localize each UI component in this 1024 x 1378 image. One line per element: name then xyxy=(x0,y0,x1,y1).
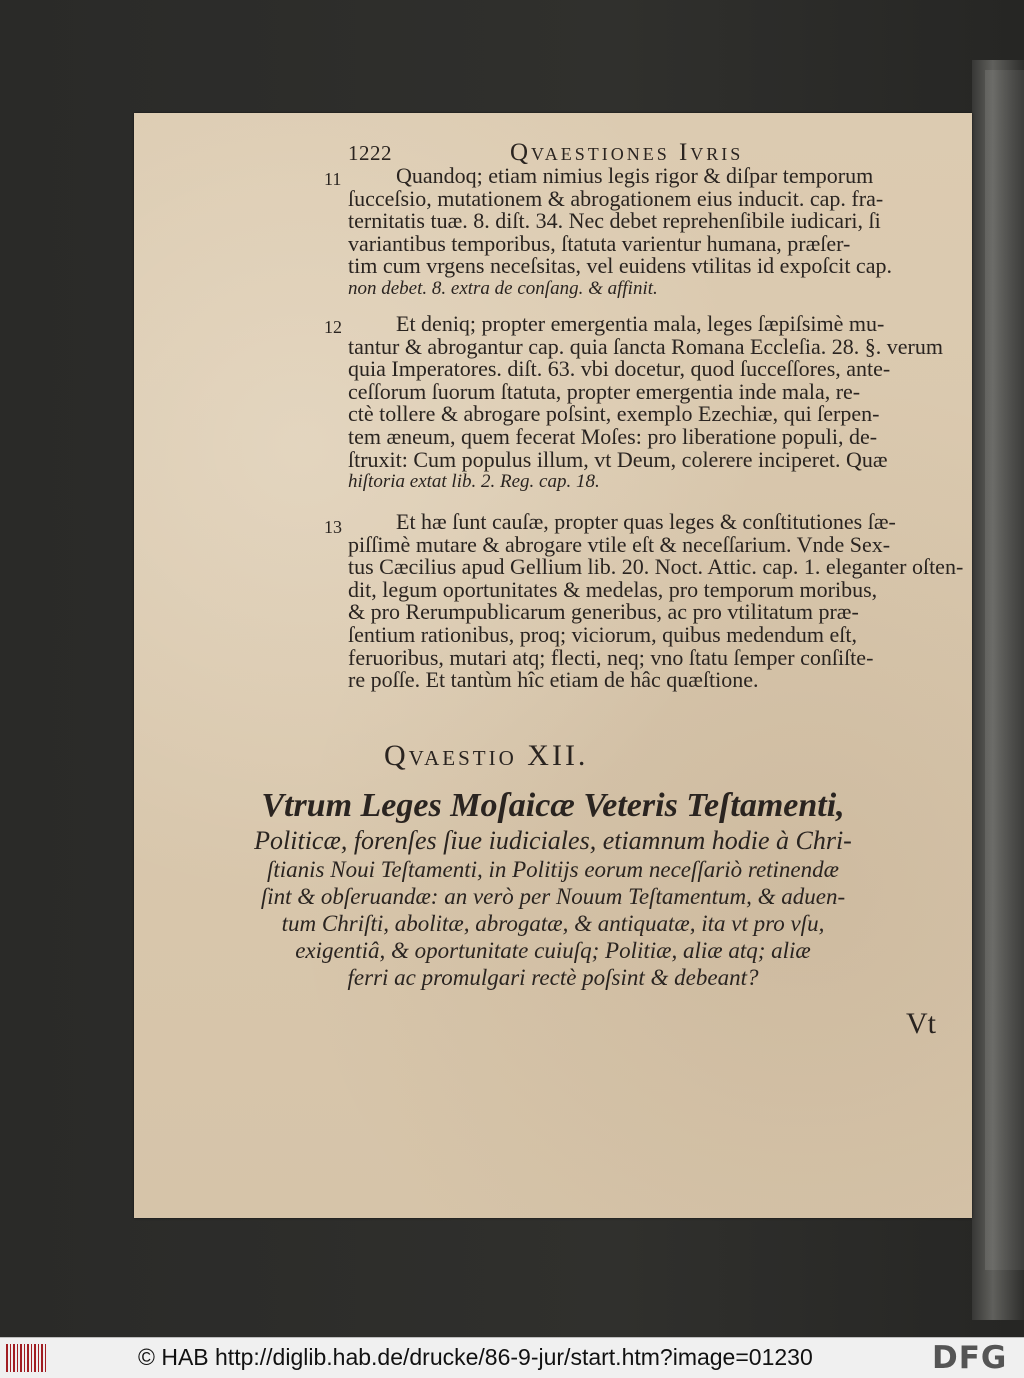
text-line: tem æneum, quem fecerat Moſes: pro liberatione populi, de- xyxy=(348,423,878,449)
text-line: tantur & abrogantur cap. quia ſancta Romana Eccleſia. 28. §. verum xyxy=(348,333,943,359)
text-line: hiſtoria extat lib. 2. Reg. cap. 18. xyxy=(348,471,600,493)
text-line: piſſimè mutare & abrogare vtile eſt & neceſſarium. Vnde Sex- xyxy=(348,531,891,557)
question-title xyxy=(134,787,972,991)
text-line: dit, legum oportunitates & medelas, pro temporum moribus, xyxy=(348,576,878,602)
margin-number: 13 xyxy=(324,517,342,537)
paragraph-11 xyxy=(348,165,972,301)
text-line: Et deniq; propter emergentia mala, leges ſæpiſsimè mu- xyxy=(396,311,885,336)
text-line: tim cum vrgens neceſsitas, vel euidens vtilitas id expoſcit cap. xyxy=(348,253,892,279)
title-line: Politicæ, forenſes ſiue iudiciales, etiamnum hodie à Chri- xyxy=(254,826,852,855)
title-line: ſtianis Noui Teſtamenti, in Politijs eorum neceſſariò retinendæ xyxy=(266,857,839,882)
text-line: & pro Rerumpublicarum generibus, ac pro vtilitatum præ- xyxy=(348,599,859,625)
title-line: ferri ac promulgari rectè poſsint & debeant? xyxy=(347,965,759,990)
page-number: 1222 xyxy=(348,141,392,165)
text-line: feruoribus, mutari atq; flecti, neq; vno ſtatu ſemper conſiſte- xyxy=(348,644,874,670)
text-line: ternitatis tuæ. 8. diſt. 34. Nec debet reprehenſibile iudicari, ſi xyxy=(348,208,881,234)
text-line: ctè tollere & abrogare poſsint, exemplo Ezechiæ, qui ſerpen- xyxy=(348,401,880,427)
text-line: non debet. 8. extra de conſang. & affinit. xyxy=(348,277,658,299)
dfg-logo: DFG xyxy=(932,1340,1008,1376)
title-line: Vtrum Leges Moſaicæ Veteris Teſtamenti, xyxy=(261,787,845,824)
copyright-url[interactable]: © HAB http://diglib.hab.de/drucke/86-9-jur/start.htm?image=01230 xyxy=(138,1344,813,1370)
footer-bar xyxy=(0,1337,1024,1378)
text-line: quia Imperatores. diſt. 63. vbi docetur, quod ſucceſſores, ante- xyxy=(348,356,891,382)
running-title: Qvaestiones Ivris xyxy=(510,139,744,166)
text-line: ceſſorum ſuorum ſtatuta, propter emergentia inde mala, re- xyxy=(348,378,861,404)
margin-number: 11 xyxy=(324,169,342,189)
text-line: Et hæ ſunt cauſæ, propter quas leges & conſtitutiones ſæ- xyxy=(396,509,896,534)
paragraph-12 xyxy=(348,313,972,494)
glass-plate xyxy=(985,70,1024,1270)
text-line: ſucceſsio, mutationem & abrogationem eius inducit. cap. fra- xyxy=(348,185,884,211)
text-line: re poſſe. Et tantùm hîc etiam de hâc quæſtione. xyxy=(348,667,759,693)
text-line: ſentium rationibus, proq; viciorum, quibus medendum eſt, xyxy=(348,621,857,647)
question-heading: Qvaestio XII. xyxy=(384,739,589,772)
text-line: Quandoq; etiam nimius legis rigor & diſpar temporum xyxy=(396,163,874,188)
title-line: tum Chriſti, abolitæ, abrogatæ, & antiquatæ, ita vt pro vſu, xyxy=(281,911,825,936)
title-line: ſint & obſeruandæ: an verò per Nouum Teſtamentum, & aduen- xyxy=(260,884,846,909)
text-line: ſtruxit: Cum populus illum, vt Deum, colerere inciperet. Quæ xyxy=(348,446,888,472)
catchword: Vt xyxy=(906,1007,936,1040)
book-page xyxy=(134,113,972,1218)
margin-number: 12 xyxy=(324,317,342,337)
text-line: variantibus temporibus, ſtatuta varientur humana, præſer- xyxy=(348,230,851,256)
paragraph-13 xyxy=(348,511,972,692)
title-line: exigentiâ, & oportunitate cuiuſq; Politiæ, aliæ atq; aliæ xyxy=(295,938,811,963)
barcode-icon xyxy=(6,1344,48,1372)
text-line: tus Cæcilius apud Gellium lib. 20. Noct. Attic. cap. 1. eleganter oſten- xyxy=(348,554,964,580)
